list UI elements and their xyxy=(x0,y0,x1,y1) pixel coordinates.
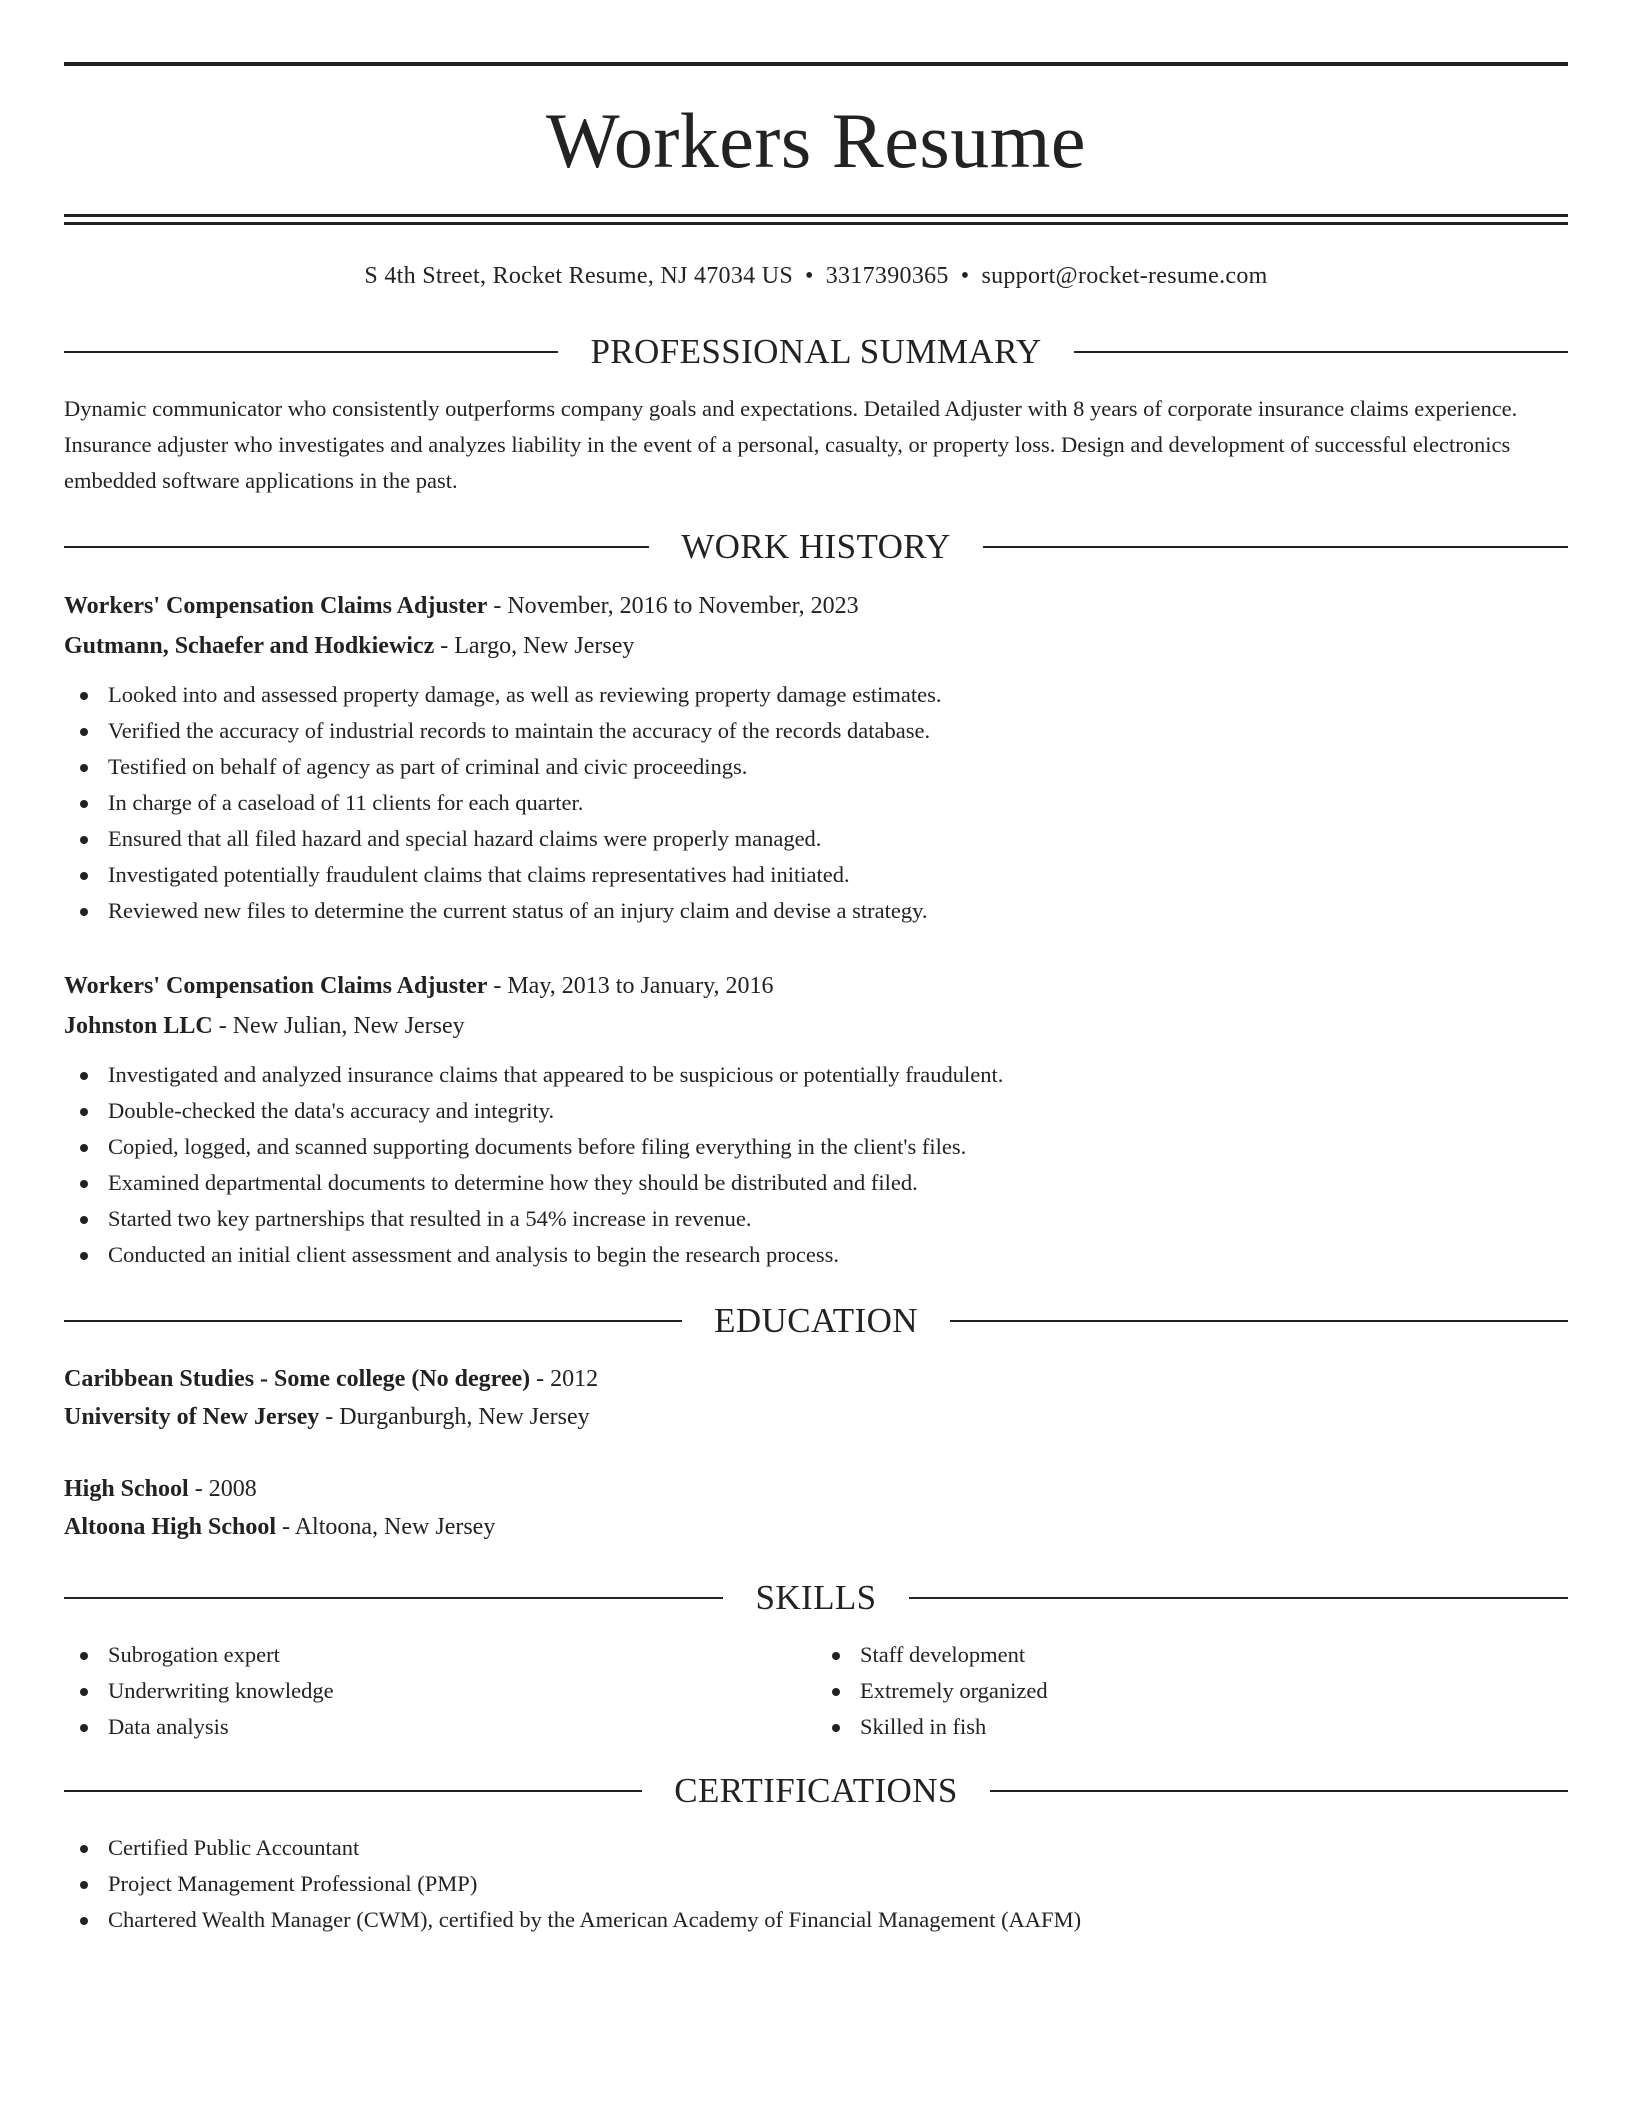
heading-rule xyxy=(909,1597,1568,1599)
certifications-list xyxy=(64,1830,1568,1938)
list-item: Copied, logged, and scanned supporting documents before filing everything in the client's files. xyxy=(64,1129,1568,1165)
list-item: Testified on behalf of agency as part of criminal and civic proceedings. xyxy=(64,749,1568,785)
job-title: Workers' Compensation Claims Adjuster xyxy=(64,593,488,619)
job-title-line xyxy=(64,966,1568,1006)
heading-rule xyxy=(64,351,558,353)
job-company: Johnston LLC xyxy=(64,1013,213,1039)
bullet-icon xyxy=(80,1917,88,1925)
contact-line xyxy=(64,263,1568,290)
bullet-icon xyxy=(80,800,88,808)
job-location: - New Julian, New Jersey xyxy=(212,1013,465,1039)
bullet-icon xyxy=(832,1652,840,1660)
education-entry xyxy=(64,1360,1568,1436)
section-heading-summary xyxy=(64,334,1568,369)
section-heading-skills xyxy=(64,1580,1568,1615)
section-heading-work-history xyxy=(64,529,1568,564)
school-location: - Altoona, New Jersey xyxy=(276,1514,496,1540)
job-bullets xyxy=(64,677,1568,929)
list-item: Investigated potentially fraudulent claims that claims representatives had initiated. xyxy=(64,857,1568,893)
list-item: Looked into and assessed property damage, as well as reviewing property damage estimates. xyxy=(64,677,1568,713)
bullet-icon xyxy=(80,1252,88,1260)
job-dates: - November, 2016 to November, 2023 xyxy=(487,593,859,619)
job-company: Gutmann, Schaefer and Hodkiewicz xyxy=(64,633,435,659)
summary-text: Dynamic communicator who consistently outperforms company goals and expectations. Detailed Adjuster with 8 years of corporate insurance claims experience. Insurance adjuster who investigates and analyzes liability in the event of a personal, casualty, or property loss. Design and development of successful electronics embedded software applications in the past. xyxy=(64,396,1518,493)
list-item: Conducted an initial client assessment and analysis to begin the research process. xyxy=(64,1237,1568,1273)
resume-name: Workers Resume xyxy=(545,97,1087,184)
job-company-line xyxy=(64,1006,1568,1046)
skills-column-right xyxy=(816,1637,1568,1745)
degree-line xyxy=(64,1360,1568,1398)
list-item: Underwriting knowledge xyxy=(64,1673,816,1709)
job-title: Workers' Compensation Claims Adjuster xyxy=(64,973,488,999)
bullet-icon xyxy=(80,1144,88,1152)
bullet-icon xyxy=(80,1724,88,1732)
education-entry xyxy=(64,1470,1568,1546)
list-item: Extremely organized xyxy=(816,1673,1568,1709)
bullet-icon xyxy=(80,728,88,736)
degree: Caribbean Studies - Some college (No degree) xyxy=(64,1366,531,1392)
school: Altoona High School xyxy=(64,1514,277,1540)
bullet-icon xyxy=(80,1072,88,1080)
bullet-icon xyxy=(80,764,88,772)
list-item: Project Management Professional (PMP) xyxy=(64,1866,1568,1902)
job-company-line xyxy=(64,626,1568,666)
bullet-icon xyxy=(80,1180,88,1188)
heading-rule xyxy=(990,1790,1568,1792)
job-dates: - May, 2013 to January, 2016 xyxy=(487,973,774,999)
bullet-icon xyxy=(80,1216,88,1224)
heading-rule xyxy=(64,546,649,548)
list-item: Double-checked the data's accuracy and integrity. xyxy=(64,1093,1568,1129)
list-item: Started two key partnerships that resulted in a 54% increase in revenue. xyxy=(64,1201,1568,1237)
degree-year: - 2008 xyxy=(188,1476,257,1502)
list-item: Data analysis xyxy=(64,1709,816,1745)
heading-rule xyxy=(64,1790,642,1792)
school-line xyxy=(64,1508,1568,1546)
bullet-icon xyxy=(80,1845,88,1853)
heading-rule xyxy=(983,546,1568,548)
contact-phone: 3317390365 xyxy=(825,263,949,289)
bullet-icon xyxy=(80,908,88,916)
list-item: Subrogation expert xyxy=(64,1637,816,1673)
contact-address: S 4th Street, Rocket Resume, NJ 47034 US xyxy=(364,263,794,289)
section-title: EDUCATION xyxy=(714,1301,918,1340)
school: University of New Jersey xyxy=(64,1404,320,1430)
bullet-icon xyxy=(80,1881,88,1889)
list-item: Ensured that all filed hazard and special hazard claims were properly managed. xyxy=(64,821,1568,857)
list-item: Verified the accuracy of industrial records to maintain the accuracy of the records database. xyxy=(64,713,1568,749)
school-location: - Durganburgh, New Jersey xyxy=(319,1404,590,1430)
section-heading-certifications xyxy=(64,1773,1568,1808)
list-item: Skilled in fish xyxy=(816,1709,1568,1745)
list-item: Staff development xyxy=(816,1637,1568,1673)
school-line xyxy=(64,1398,1568,1436)
list-item: Certified Public Accountant xyxy=(64,1830,1568,1866)
heading-rule xyxy=(64,1320,682,1322)
heading-rule xyxy=(1074,351,1568,353)
section-heading-education xyxy=(64,1303,1568,1338)
section-title: WORK HISTORY xyxy=(681,527,951,566)
header-top-rule xyxy=(64,62,1568,66)
bullet-icon xyxy=(832,1724,840,1732)
bullet-icon xyxy=(80,1108,88,1116)
bullet-icon xyxy=(80,692,88,700)
degree-year: - 2012 xyxy=(530,1366,599,1392)
list-item: Chartered Wealth Manager (CWM), certified by the American Academy of Financial Management (AAFM) xyxy=(64,1902,1568,1938)
job-location: - Largo, New Jersey xyxy=(434,633,635,659)
contact-separator: • xyxy=(960,263,970,289)
heading-rule xyxy=(64,1597,723,1599)
job-title-line xyxy=(64,586,1568,626)
skills-grid xyxy=(64,1637,1568,1745)
job-entry xyxy=(64,966,1568,1273)
bullet-icon xyxy=(80,1652,88,1660)
contact-email: support@rocket-resume.com xyxy=(981,263,1268,289)
job-entry xyxy=(64,586,1568,929)
contact-separator: • xyxy=(805,263,814,289)
degree: High School xyxy=(64,1476,189,1502)
bullet-icon xyxy=(80,836,88,844)
bullet-icon xyxy=(832,1688,840,1696)
header-double-rule xyxy=(64,214,1568,225)
bullet-icon xyxy=(80,872,88,880)
section-title: PROFESSIONAL SUMMARY xyxy=(590,332,1042,371)
list-item: Investigated and analyzed insurance claims that appeared to be suspicious or potentially fraudulent. xyxy=(64,1057,1568,1093)
list-item: Reviewed new files to determine the current status of an injury claim and devise a strategy. xyxy=(64,893,1568,929)
list-item: In charge of a caseload of 11 clients for each quarter. xyxy=(64,785,1568,821)
degree-line xyxy=(64,1470,1568,1508)
job-bullets xyxy=(64,1057,1568,1273)
skills-column-left xyxy=(64,1637,816,1745)
section-title: SKILLS xyxy=(755,1578,877,1617)
section-title: CERTIFICATIONS xyxy=(674,1771,958,1810)
bullet-icon xyxy=(80,1688,88,1696)
heading-rule xyxy=(950,1320,1568,1322)
list-item: Examined departmental documents to determine how they should be distributed and filed. xyxy=(64,1165,1568,1201)
